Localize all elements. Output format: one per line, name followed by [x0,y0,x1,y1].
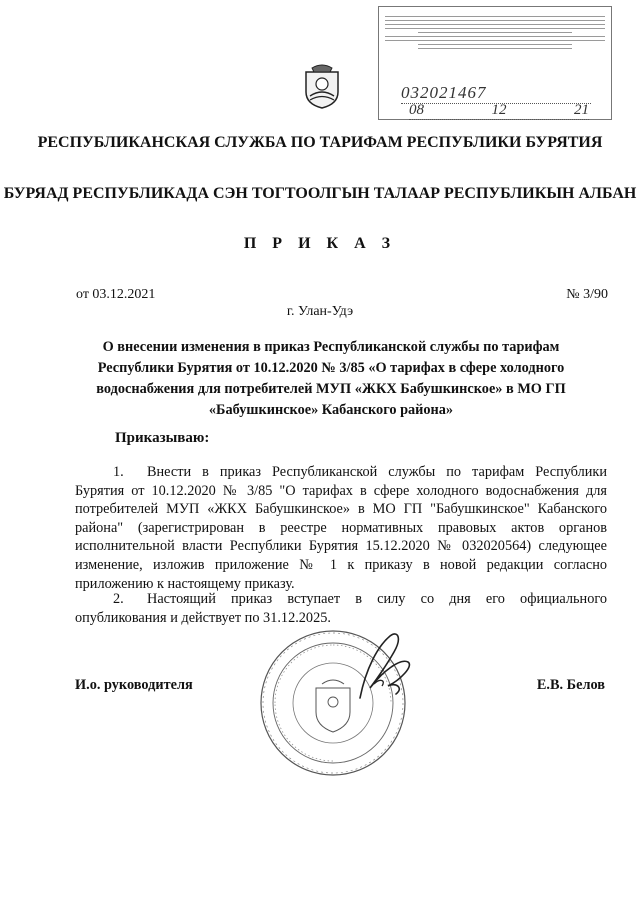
org-name-bua: БУРЯАД РЕСПУБЛИКАДА СЭН ТОГТООЛГЫН ТАЛААР РЕСПУБЛИКЫН АЛБАН [3,185,637,202]
coat-of-arms-icon [300,62,344,110]
paragraph-number: 1. [113,464,124,480]
paragraph-2 [75,590,607,627]
document-subject: О внесении изменения в приказ Республиканской службы по тарифам Республики Бурятия от 10.12.2020 № 3/85 «О тарифах в сфере холодного водоснабжения для потребителей МУП «ЖКХ Бабушкинское» в МО ГП «Бабушкинское» Кабанского района» [96,339,566,418]
city: г. Улан-Удэ [286,304,354,319]
handwritten-signature-icon [330,628,420,708]
date-number-line [76,287,608,303]
signatory-position: И.о. руководителя [75,677,193,693]
document-type: П Р И К А З [243,235,397,252]
registration-date-month: 12 [491,102,507,118]
paragraph-text: Внести в приказ Республиканской службы по тарифам Республики Бурятия от 10.12.2020 № 3/85 "О тарифах в сфере холодного водоснабжения для потребителей МУП «ЖКХ Бабушкинское» в МО ГП "Бабушкинское" Кабанского района" (зарегистрирован в реестре нормативных правовых актов органов исполнительной власти Республики Бурятия 15.12.2020 № 032020564) следующее изменение, изложив приложение № 1 к приказу в новой редакции согласно приложению к настоящему приказу. [75,464,607,592]
stamp-text-lines [385,13,605,52]
document-date: от 03.12.2021 [76,287,156,302]
paragraph-text: Настоящий приказ вступает в силу со дня его официального опубликования и действует по 31.12.2025. [75,591,607,626]
document-number: № 3/90 [566,287,608,302]
order-word: Приказываю: [115,430,210,446]
org-name-ru: РЕСПУБЛИКАНСКАЯ СЛУЖБА ПО ТАРИФАМ РЕСПУБЛИКИ БУРЯТИЯ [37,134,603,151]
registration-stamp [378,6,612,120]
paragraph-number: 2. [113,591,124,607]
registration-date-day: 08 [409,102,424,118]
signatory-name: Е.В. Белов [536,677,605,693]
paragraph-1 [75,463,607,593]
registration-number: 032021467 [401,83,591,104]
registration-date [409,102,589,120]
registration-date-year: 21 [574,102,589,118]
